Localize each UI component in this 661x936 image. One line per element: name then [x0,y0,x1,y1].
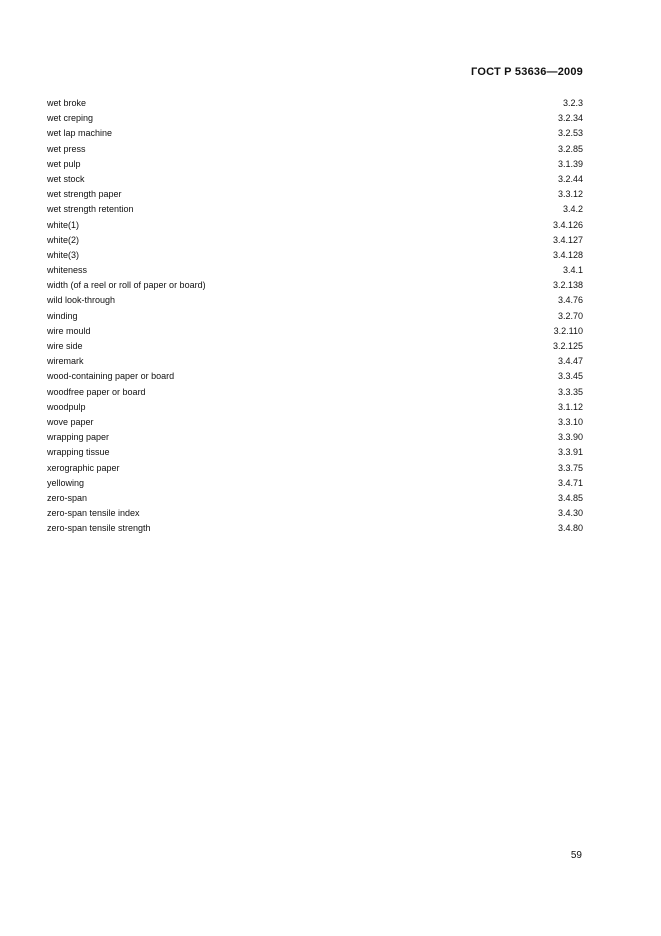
index-entry [47,278,583,293]
index-entry [47,233,583,248]
index-reference: 3.2.34 [557,113,583,124]
index-term: wet strength paper [47,189,122,200]
index-entry [47,293,583,308]
index-reference: 3.3.10 [557,416,583,427]
index-term: width (of a reel or roll of paper or board) [47,280,206,291]
index-reference: 3.4.128 [552,249,583,260]
index-entry [47,126,583,141]
index-reference: 3.4.2 [562,204,583,215]
index-entry [47,521,583,536]
index-reference: 3.3.35 [557,386,583,397]
index-entry [47,172,583,187]
index-entry [47,324,583,339]
index-term: wild look-through [47,295,116,306]
index-term: white(3) [47,249,80,260]
index-reference: 3.3.75 [557,462,583,473]
index-reference: 3.4.30 [557,508,583,519]
index-term: wire side [47,341,83,351]
index-reference: 3.2.125 [552,341,583,351]
index-term: white(1) [47,219,80,230]
index-reference: 3.4.76 [557,295,583,306]
index-term: white(2) [47,234,80,245]
index-reference: 3.4.127 [552,234,583,245]
index-entry [47,111,583,126]
index-entry [47,476,583,491]
index-entry [47,157,583,172]
index-term: wiremark [47,356,84,367]
index-entry [47,248,583,263]
index-entry [47,202,583,217]
index-entry [47,445,583,460]
index-reference: 3.4.126 [552,219,583,230]
index-entry [47,506,583,521]
index-term: woodpulp [47,401,86,412]
index-reference: 3.4.71 [557,477,583,488]
index-term: wet strength retention [47,204,134,215]
index-term: wrapping tissue [47,447,110,458]
index-term: winding [47,310,78,321]
index-entry [47,218,583,233]
term-index-list [47,96,583,536]
index-reference: 3.4.85 [557,492,583,503]
index-reference: 3.1.39 [557,158,583,169]
index-term: wood-containing paper or board [47,371,175,382]
index-reference: 3.4.80 [557,523,583,534]
index-reference: 3.2.110 [553,325,583,336]
index-reference: 3.3.45 [557,371,583,382]
index-reference: 3.1.12 [557,401,583,412]
index-term: wet broke [47,98,87,108]
index-term: wet pulp [47,158,81,169]
index-term: wet stock [47,173,85,184]
page-number: 59 [570,850,582,861]
index-entry [47,339,583,354]
index-reference: 3.2.138 [552,280,583,291]
index-entry [47,491,583,506]
index-reference: 3.2.53 [557,128,583,139]
index-term: zero-span tensile strength [47,523,151,534]
index-reference: 3.4.1 [562,265,583,276]
index-entry [47,187,583,202]
index-entry [47,142,583,157]
index-reference: 3.3.90 [557,432,583,443]
index-reference: 3.3.12 [557,189,583,200]
index-term: wet press [47,143,86,154]
index-entry [47,354,583,369]
index-reference: 3.2.70 [557,310,583,321]
index-reference: 3.3.91 [557,447,583,458]
standard-designation: ГОСТ Р 53636—2009 [471,66,583,78]
index-term: zero-span [47,492,88,503]
index-term: yellowing [47,477,85,488]
index-reference: 3.2.3 [562,98,583,108]
index-term: whiteness [47,265,88,276]
index-term: wet creping [47,113,94,124]
index-entry [47,263,583,278]
index-entry [47,461,583,476]
index-entry [47,400,583,415]
index-reference: 3.4.47 [557,356,583,367]
index-term: xerographic paper [47,462,120,473]
index-reference: 3.2.85 [557,143,583,154]
index-term: wove paper [47,416,94,427]
index-term: wet lap machine [47,128,113,139]
index-entry [47,309,583,324]
index-entry [47,385,583,400]
index-entry [47,369,583,384]
index-entry [47,96,583,111]
index-entry [47,415,583,430]
index-entry [47,430,583,445]
index-term: woodfree paper or board [47,386,146,397]
index-term: wire mould [47,325,91,336]
index-term: zero-span tensile index [47,508,140,519]
index-term: wrapping paper [47,432,110,443]
index-reference: 3.2.44 [557,173,583,184]
